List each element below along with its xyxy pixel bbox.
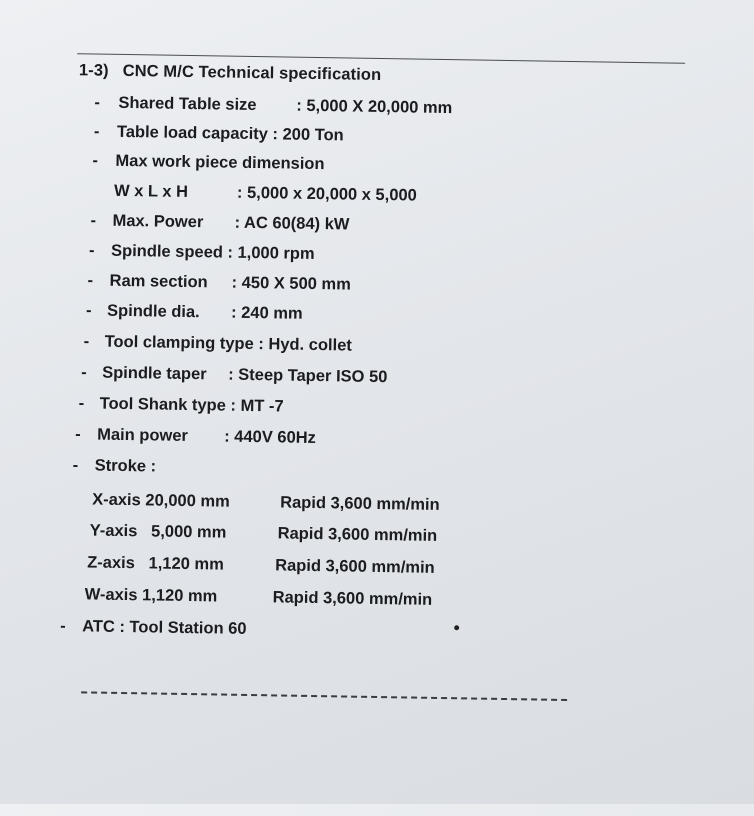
bullet-dash: - [87,271,94,290]
bullet-dash: - [88,241,95,260]
spec-label: ATC : Tool Station 60 [82,617,247,638]
stroke-row-y [90,521,227,542]
stroke-rapid-z [275,556,435,578]
spec-label: W x L x H [113,181,189,201]
stroke-rapid-y [277,524,437,546]
spec-label: Max work piece dimension [115,151,325,174]
section-heading [79,61,382,85]
spec-label: Spindle taper [102,363,207,384]
stroke-row-w [85,585,218,606]
axis-rapid: Rapid 3,600 mm/min [277,524,438,545]
bullet-dash: - [94,93,101,112]
ink-dot [454,625,459,630]
spec-label: Tool Shank type : MT -7 [99,394,284,416]
section-title: CNC M/C Technical specification [122,61,382,84]
axis-travel: Z-axis 1,120 mm [87,553,224,574]
axis-rapid: Rapid 3,600 mm/min [280,493,440,514]
axis-rapid: Rapid 3,600 mm/min [272,588,433,609]
stroke-row-z [87,553,224,574]
bullet-dash: - [60,617,66,636]
bottom-rule [81,691,567,701]
bullet-dash: - [72,456,79,475]
bullet-dash: - [85,301,92,320]
spec-label: Ram section [109,271,208,292]
axis-travel: Y-axis 5,000 mm [89,521,227,542]
stroke-row-x [92,491,230,512]
bullet-dash: - [93,122,100,141]
spec-label: Max. Power [112,211,204,232]
spec-label: Spindle speed : 1,000 rpm [110,241,315,263]
bullet-dash: - [75,425,81,444]
spec-label: Main power [97,425,189,446]
spec-label: Spindle dia. [106,301,200,322]
bullet-dash: - [90,211,97,230]
spec-label: Shared Table size [118,93,257,115]
spec-label: Tool clamping type : Hyd. collet [104,332,352,355]
spec-value: : Steep Taper ISO 50 [228,365,388,387]
bullet-dash: - [78,394,85,413]
spec-value: : 240 mm [230,303,303,323]
spec-value: : 450 X 500 mm [231,273,351,294]
bullet-dash: - [81,363,87,382]
spec-label: Table load capacity : 200 Ton [116,122,344,145]
axis-travel: W-axis 1,120 mm [84,585,218,606]
section-number: 1-3) [78,61,109,80]
spec-value: : 440V 60Hz [224,427,317,448]
spec-value: : 5,000 X 20,000 mm [296,96,453,118]
bullet-dash: - [92,151,99,170]
spec-value: : AC 60(84) kW [234,213,350,234]
bullet-dash: - [83,332,90,351]
spec-label: Stroke : [94,456,157,476]
stroke-rapid-x [280,493,440,515]
axis-travel: X-axis 20,000 mm [92,490,230,511]
stroke-rapid-w [272,588,432,610]
axis-rapid: Rapid 3,600 mm/min [275,556,435,577]
spec-value: : 5,000 x 20,000 x 5,000 [236,183,417,205]
